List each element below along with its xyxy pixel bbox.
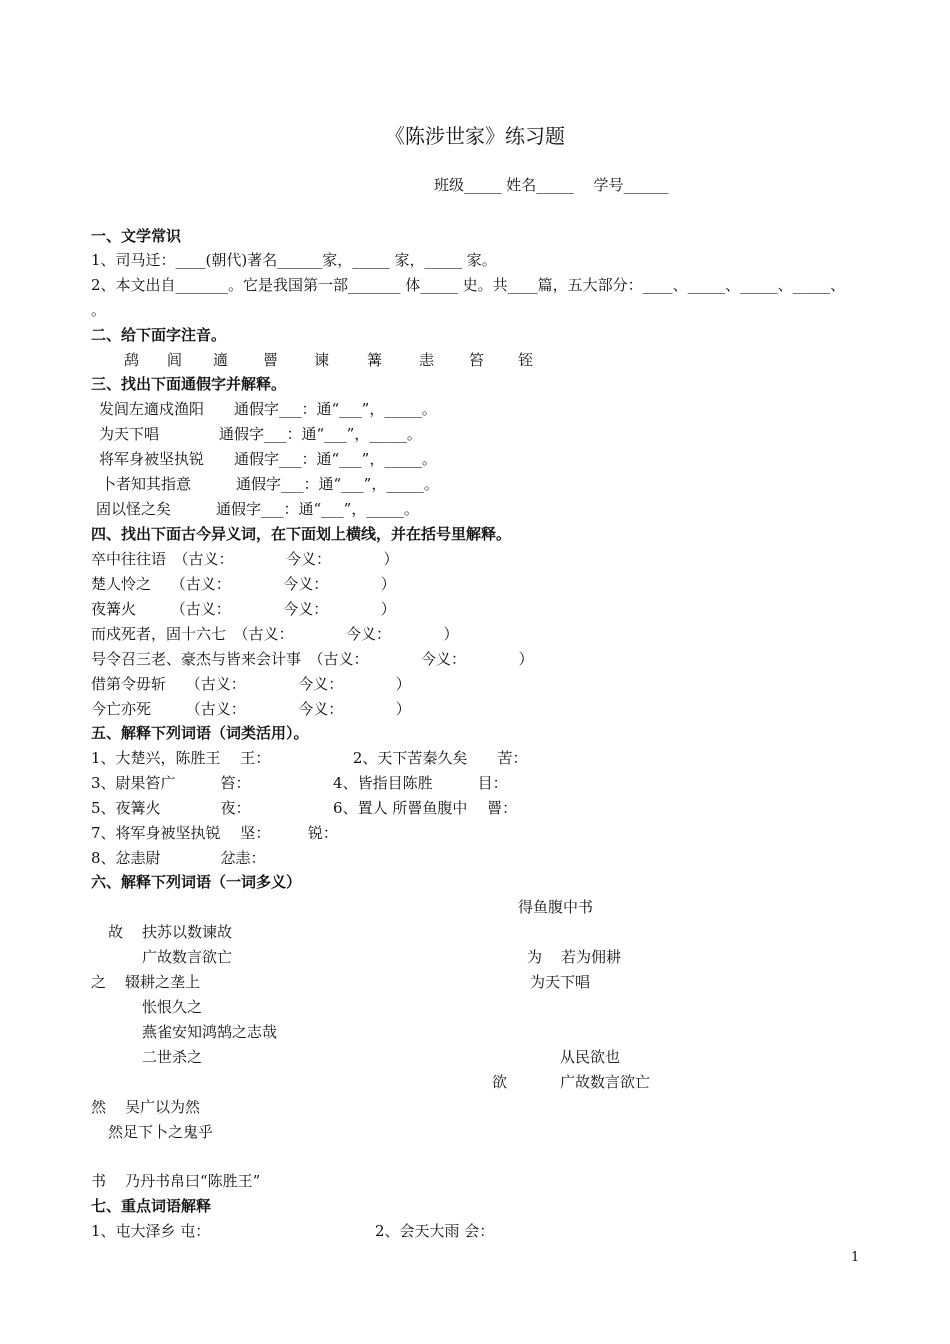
pinyin-char: 恚: [419, 351, 435, 369]
pinyin-char: 谏: [314, 351, 330, 369]
wei-char: 为: [527, 948, 543, 966]
section-1-line-3: 。: [91, 301, 107, 319]
section-5-line-2: 3、尉果笞广 笞： 4、皆指目陈胜 目：: [91, 774, 508, 792]
section-4-line-4: 而戍死者，固十六七 （古义： 今义： ）: [91, 625, 459, 643]
section-4-line-2: 楚人怜之 （古义： 今义： ）: [91, 575, 396, 593]
shu-item: 乃丹书帛曰“陈胜王”: [125, 1172, 261, 1190]
section-5-line-3: 5、夜篝火 夜： 6、置人 所罾鱼腹中 罾：: [91, 799, 518, 817]
zhi-item: 二世杀之: [142, 1048, 203, 1066]
section-5-line-1: 1、大楚兴，陈胜王 王： 2、天下苦秦久矣 苦：: [91, 749, 528, 767]
section-4-line-5: 号令召三老、豪杰与皆来会计事 （古义： 今义： ）: [91, 650, 534, 668]
ran-item: 吴广以为然: [125, 1098, 201, 1116]
zhi-item: 怅恨久之: [142, 998, 203, 1016]
zhi-char: 之: [91, 973, 107, 991]
section-4-line-7: 今亡亦死 （古义： 今义： ）: [91, 700, 411, 718]
pinyin-char: 罾: [263, 351, 279, 369]
section-4-heading: 四、找出下面古今异义词，在下面划上横线，并在括号里解释。: [91, 525, 512, 543]
section-3-heading: 三、找出下面通假字并解释。: [91, 375, 287, 393]
section-2-heading: 二、给下面字注音。: [91, 326, 227, 344]
section-5-heading: 五、解释下列词语（词类活用）。: [91, 724, 309, 742]
yu-item: 广故数言欲亡: [560, 1073, 651, 1091]
pinyin-char: 篝: [367, 351, 383, 369]
section-1-line-1: 1、司马迁：____(朝代)著名______家，_____ 家，_____ 家。: [91, 251, 497, 269]
section-3-line-2: 为天下唱 通假字___：通“___”，_____。: [99, 425, 422, 443]
ran-item: 然足下卜之鬼乎: [108, 1123, 214, 1141]
section-6-heading: 六、解释下列词语（一词多义）: [91, 873, 302, 891]
page-number: 1: [851, 1250, 860, 1265]
yu-item: 从民欲也: [560, 1048, 621, 1066]
section-4-line-3: 夜篝火 （古义： 今义： ）: [91, 600, 396, 618]
pinyin-char: 笞: [469, 351, 485, 369]
section-3-line-4: 卜者知其指意 通假字___：通“___”，_____。: [101, 475, 439, 493]
pinyin-char: 鸹: [124, 351, 140, 369]
gu-item: 广故数言欲亡: [142, 948, 233, 966]
section-3-line-1: 发闾左適戍渔阳 通假字___：通“___”，_____。: [99, 400, 437, 418]
student-info: 班级_____ 姓名_____ 学号______: [434, 176, 669, 194]
zhi-item: 燕雀安知鸿鹄之志哉: [142, 1023, 278, 1041]
pinyin-char: 闾: [167, 351, 183, 369]
section-4-line-1: 卒中往往语 （古义： 今义： ）: [91, 550, 399, 568]
section-4-line-6: 借第令毋斩 （古义： 今义： ）: [91, 675, 411, 693]
wei-item: 为天下唱: [530, 973, 591, 991]
gu-item: 扶苏以数谏故: [142, 923, 233, 941]
pinyin-char: 適: [213, 351, 229, 369]
wei-item: 得鱼腹中书: [518, 898, 594, 916]
section-7-line-1: 1、屯大泽乡 屯：: [91, 1222, 211, 1240]
pinyin-char: 铚: [518, 351, 534, 369]
section-5-line-5: 8、忿恚尉 忿恚：: [91, 849, 266, 867]
section-1-heading: 一、文学常识: [91, 227, 182, 245]
shu-char: 书: [91, 1172, 107, 1190]
wei-item: 若为佣耕: [561, 948, 622, 966]
page-title: 《陈涉世家》练习题: [385, 124, 565, 148]
zhi-item: 辍耕之垄上: [125, 973, 201, 991]
ran-char: 然: [91, 1098, 107, 1116]
section-7-line-2: 2、会天大雨 会：: [375, 1222, 495, 1240]
section-5-line-4: 7、将军身被坚执锐 坚： 锐：: [91, 824, 338, 842]
section-7-heading: 七、重点词语解释: [91, 1197, 212, 1215]
section-1-line-2: 2、本文出自_______。它是我国第一部_______ 体_____ 史。共____篇，五大部分：____、_____、_____、_____、: [91, 276, 846, 294]
gu-char: 故: [108, 923, 124, 941]
section-3-line-3: 将军身被坚执锐 通假字___：通“___”，_____。: [99, 450, 437, 468]
section-3-line-5: 固以怪之矣 通假字___：通“___”，_____。: [96, 500, 419, 518]
yu-char: 欲: [492, 1073, 508, 1091]
